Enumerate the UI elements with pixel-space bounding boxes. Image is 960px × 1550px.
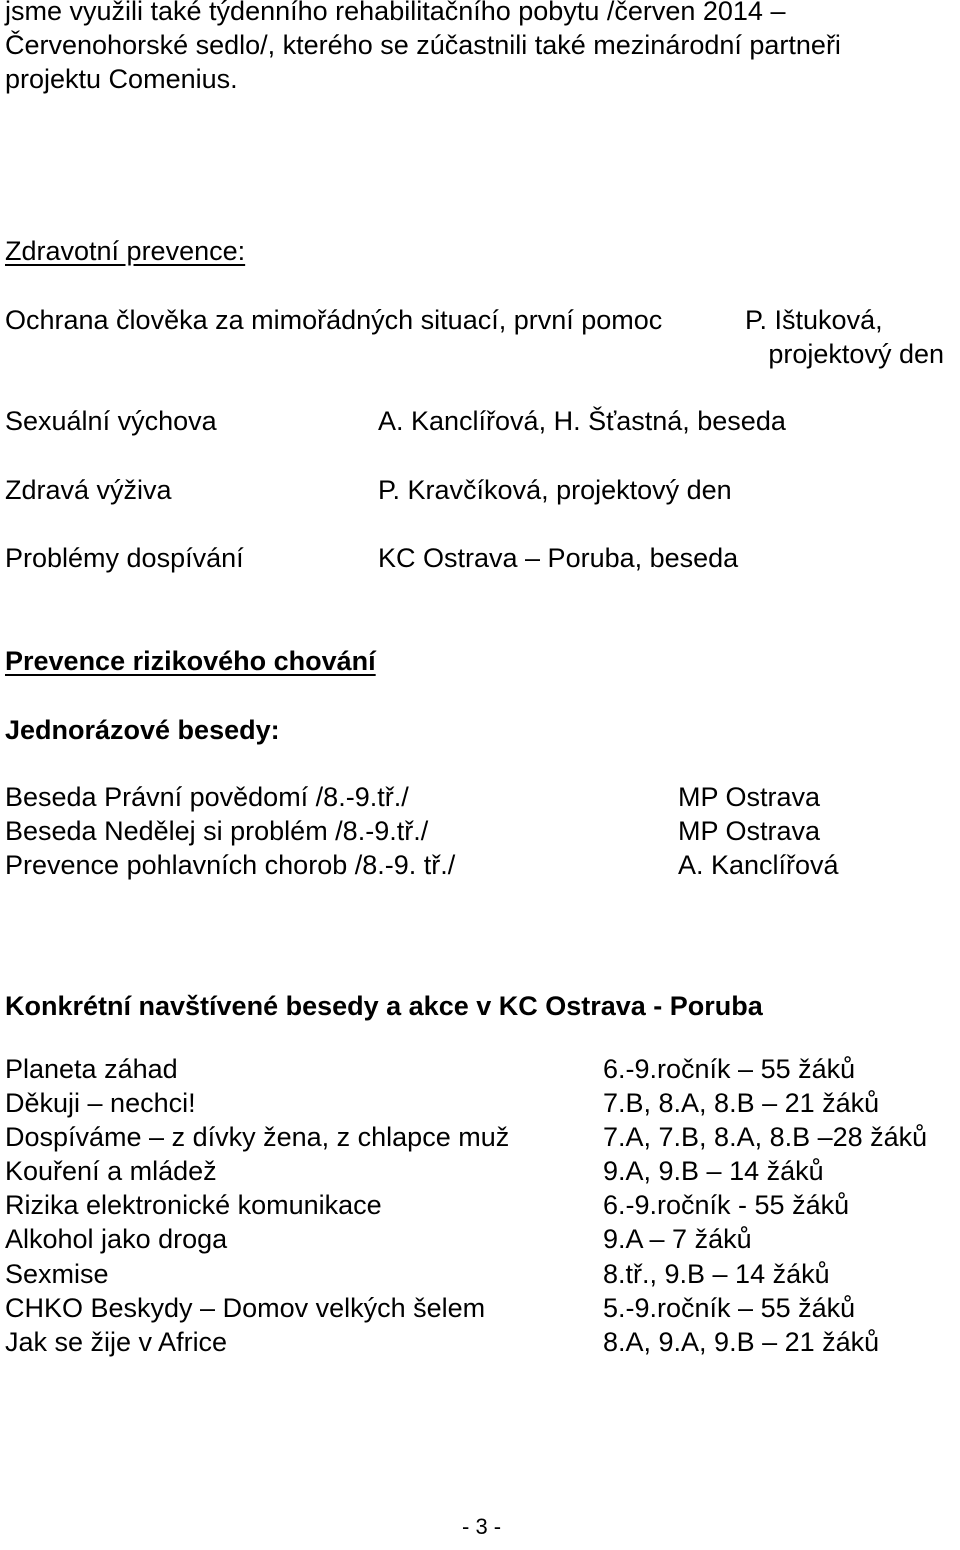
risk-topic-2: Beseda Nedělej si problém /8.-9.tř./	[5, 816, 429, 846]
event-name-8: CHKO Beskydy – Domov velkých šelem	[5, 1293, 486, 1323]
page-number: - 3 -	[462, 1514, 502, 1539]
risk-heading: Prevence rizikového chování	[5, 646, 376, 676]
event-participants-7: 8.tř., 9.B – 14 žáků	[603, 1259, 830, 1289]
health-detail-1a: P. Ištuková,	[745, 305, 883, 335]
event-name-7: Sexmise	[5, 1259, 109, 1289]
event-participants-5: 6.-9.ročník - 55 žáků	[603, 1190, 850, 1220]
event-name-5: Rizika elektronické komunikace	[5, 1190, 382, 1220]
risk-org-2: MP Ostrava	[678, 816, 821, 846]
health-detail-1b: projektový den	[768, 339, 944, 369]
event-name-2: Děkuji – nechci!	[5, 1088, 196, 1118]
risk-org-1: MP Ostrava	[678, 782, 821, 812]
health-heading: Zdravotní prevence:	[5, 236, 246, 266]
health-topic-4: Problémy dospívání	[5, 543, 244, 573]
risk-topic-3: Prevence pohlavních chorob /8.-9. tř./	[5, 850, 456, 880]
health-detail-3: P. Kravčíková, projektový den	[378, 475, 732, 505]
event-name-4: Kouření a mládež	[5, 1156, 217, 1186]
risk-topic-1: Beseda Právní povědomí /8.-9.tř./	[5, 782, 409, 812]
event-participants-3: 7.A, 7.B, 8.A, 8.B –28 žáků	[603, 1122, 928, 1152]
health-topic-1: Ochrana člověka za mimořádných situací, první pomoc	[5, 305, 663, 335]
events-heading: Konkrétní navštívené besedy a akce v KC Ostrava - Poruba	[5, 991, 763, 1021]
event-name-1: Planeta záhad	[5, 1054, 178, 1084]
health-topic-2: Sexuální výchova	[5, 406, 217, 436]
event-participants-9: 8.A, 9.A, 9.B – 21 žáků	[603, 1327, 880, 1357]
health-detail-2: A. Kanclířová, H. Šťastná, beseda	[378, 406, 786, 436]
event-participants-6: 9.A – 7 žáků	[603, 1224, 752, 1254]
event-participants-1: 6.-9.ročník – 55 žáků	[603, 1054, 856, 1084]
event-name-9: Jak se žije v Africe	[5, 1327, 228, 1357]
health-detail-4: KC Ostrava – Poruba, beseda	[378, 543, 739, 573]
intro-line-3: projektu Comenius.	[5, 64, 238, 94]
risk-org-3: A. Kanclířová	[678, 850, 839, 880]
event-participants-4: 9.A, 9.B – 14 žáků	[603, 1156, 824, 1186]
event-name-6: Alkohol jako droga	[5, 1224, 228, 1254]
health-topic-3: Zdravá výživa	[5, 475, 172, 505]
event-participants-2: 7.B, 8.A, 8.B – 21 žáků	[603, 1088, 880, 1118]
event-participants-8: 5.-9.ročník – 55 žáků	[603, 1293, 856, 1323]
intro-line-2: Červenohorské sedlo/, kterého se zúčastnili také mezinárodní partneři	[5, 30, 841, 60]
intro-line-1: jsme využili také týdenního rehabilitačního pobytu /červen 2014 –	[5, 0, 786, 26]
risk-subheading: Jednorázové besedy:	[5, 715, 280, 745]
event-name-3: Dospíváme – z dívky žena, z chlapce muž	[5, 1122, 510, 1152]
